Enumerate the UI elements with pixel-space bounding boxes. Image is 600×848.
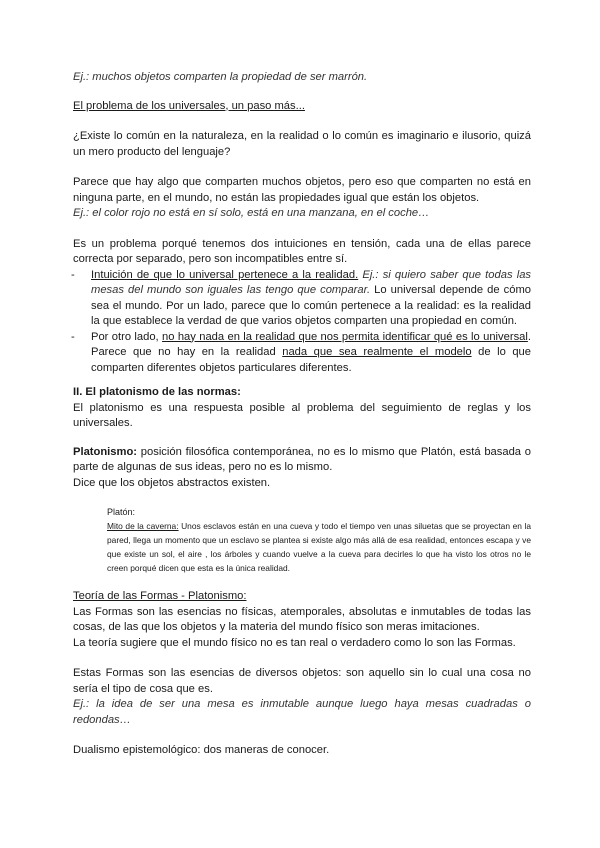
paragraph-theory-suggests: La teoría sugiere que el mundo físico no es tan real o verdadero como lo son las Formas. bbox=[73, 636, 516, 649]
intuition-2-underline-2: nada que sea realmente el modelo bbox=[282, 346, 472, 358]
list-item-intuition-2 bbox=[73, 330, 531, 377]
paragraph-abstract-objects: Dice que los objetos abstractos existen. bbox=[73, 476, 271, 489]
example-red: Ej.: el color rojo no está en sí solo, está en una manzana, en el coche… bbox=[73, 207, 430, 219]
platonism-definition: posición filosófica contemporánea, no es lo mismo que Platón, está basada o parte de algunas de sus ideas, pero no es lo mismo. bbox=[73, 445, 531, 473]
intuition-1-text: Lo universal depende de cómo sea el mundo. Por un lado, parece que lo común pertenece a la realidad: es la realidad la que establece la verdad de que varios objetos comparten una propiedad en común. bbox=[91, 284, 531, 327]
myth-label: Mito de la caverna: bbox=[107, 521, 179, 531]
intuition-2-underline-1: no hay nada en la realidad que nos permita identificar qué es lo universal bbox=[162, 330, 528, 343]
paragraph-shared: Parece que hay algo que comparten muchos objetos, pero eso que comparten no está en ninguna parte, en el mundo, no están las propiedades igual que están los objetos. bbox=[73, 176, 531, 204]
intuitions-list bbox=[73, 268, 531, 377]
paragraph-platonism-answer: El platonismo es una respuesta posible al problema del seguimiento de reglas y los universales. bbox=[73, 401, 531, 429]
quote-block-plato bbox=[107, 505, 531, 575]
intuition-2-intro: Por otro lado, bbox=[91, 330, 163, 343]
paragraph-question: ¿Existe lo común en la naturaleza, en la realidad o lo común es imaginario e ilusorio, quizá un mero producto del lenguaje? bbox=[73, 130, 531, 158]
list-dash: - bbox=[71, 330, 75, 343]
paragraph-essences: Estas Formas son las esencias de diversos objetos: son aquello sin lo cual una cosa no sería el tipo de cosa que es. bbox=[73, 667, 531, 695]
section-heading-platonism: II. El platonismo de las normas: bbox=[73, 386, 241, 398]
document-page bbox=[73, 70, 531, 759]
quote-text bbox=[107, 519, 531, 575]
intuition-2-text-1: . Parece que no hay en la realidad bbox=[91, 330, 531, 358]
example-brown: Ej.: muchos objetos comparten la propiedad de ser marrón. bbox=[73, 71, 368, 83]
heading-theory-of-forms: Teoría de las Formas - Platonismo: bbox=[73, 590, 247, 602]
heading-problem-universals: El problema de los universales, un paso más... bbox=[73, 99, 305, 112]
list-dash: - bbox=[71, 268, 75, 281]
quote-title: Platón: bbox=[107, 507, 136, 517]
paragraph-forms: Las Formas son las esencias no físicas, atemporales, absolutas e inmutables de todas las cosas, de las que los objetos y la materia del mundo físico son meras imitaciones. bbox=[73, 605, 531, 633]
paragraph-platonism-def bbox=[73, 445, 531, 476]
intuition-1-example: Ej.: si quiero saber que todas las mesas del mundo son iguales las tengo que comparar. bbox=[91, 268, 532, 296]
platonism-term: Platonismo: bbox=[73, 445, 138, 458]
list-item-intuition-1 bbox=[73, 268, 531, 330]
example-table: Ej.: la idea de ser una mesa es inmutable aunque luego haya mesas cuadradas o redondas… bbox=[73, 698, 531, 726]
intuition-2-text-2: de lo que comparten diferentes objetos particulares diferentes. bbox=[91, 346, 532, 374]
myth-text: Unos esclavos están en una cueva y todo el tiempo ven unas siluetas que se proyectan en la pared, llega un momento que un esclavo se plantea si existe algo más allá de esa realidad, entonces escapa y ve que existe un sol, el aire , los árboles y cuando vuelve a la cueva para decirles lo que ha visto los otros no le creen porqué dicen que esta es la única realidad. bbox=[107, 521, 532, 573]
paragraph-tension: Es un problema porqué tenemos dos intuiciones en tensión, cada una de ellas parece correcta por separado, pero son incompatibles entre sí. bbox=[73, 237, 531, 265]
intuition-1-title: Intuición de que lo universal pertenece a la realidad. bbox=[91, 268, 359, 281]
paragraph-dualism: Dualismo epistemológico: dos maneras de conocer. bbox=[73, 744, 330, 756]
